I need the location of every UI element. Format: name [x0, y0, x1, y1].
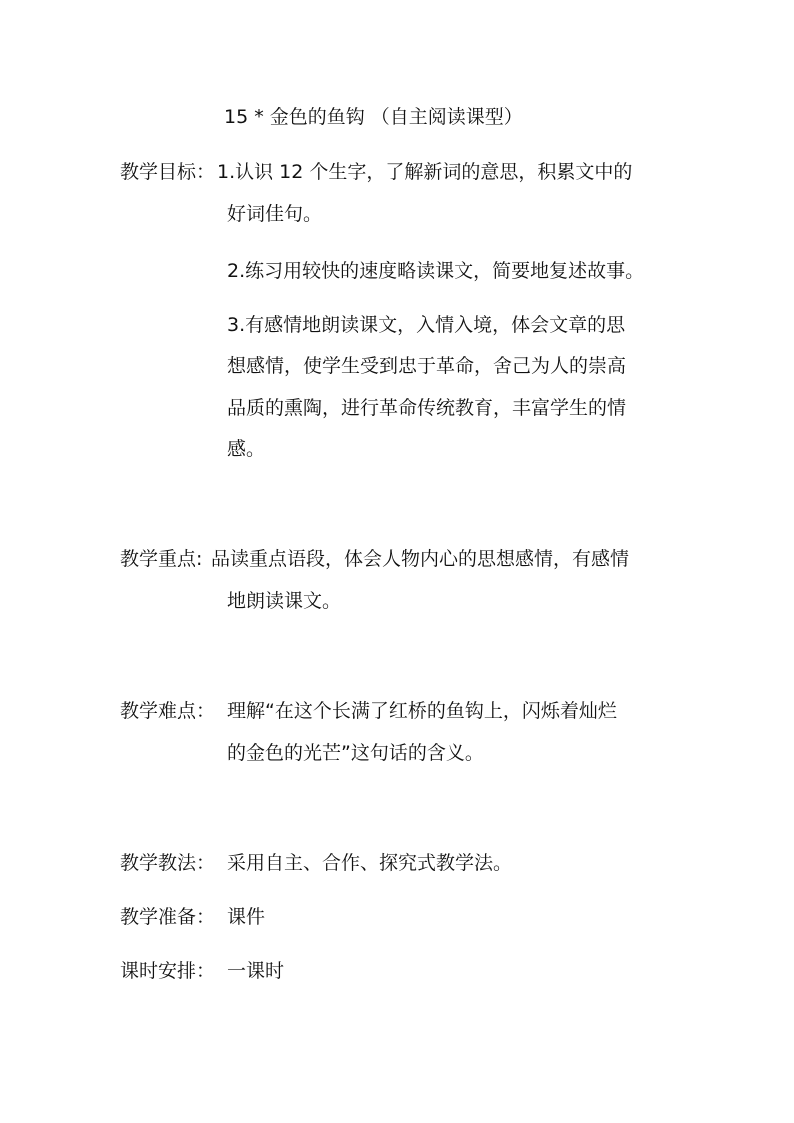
- preparation-label: 教学准备：: [120, 906, 216, 928]
- difficulties-label: 教学难点：: [120, 700, 216, 722]
- method-text: 采用自主、合作、探究式教学法。: [227, 852, 513, 874]
- preparation-text: 课件: [227, 906, 266, 928]
- objectives-label: 教学目标：: [120, 161, 216, 183]
- objective-3-line-1: 3.有感情地朗读课文，入情入境，体会文章的思: [227, 314, 626, 336]
- schedule-label: 课时安排：: [120, 960, 216, 982]
- objective-1-line-1: 1.认识 12 个生字，了解新词的意思，积累文中的: [217, 161, 633, 183]
- key-points-line-2: 地朗读课文。: [227, 590, 342, 612]
- objective-3-line-2: 想感情，使学生受到忠于革命，舍己为人的崇高: [227, 355, 627, 377]
- objective-3-line-3: 品质的熏陶，进行革命传统教育，丰富学生的情: [227, 397, 627, 419]
- lesson-title: 15 * 金色的鱼钩 （自主阅读课型）: [224, 106, 523, 128]
- schedule-text: 一课时: [227, 960, 285, 982]
- objective-1-line-2: 好词佳句。: [227, 203, 323, 225]
- difficulties-line-2: 的金色的光芒”这句话的含义。: [227, 742, 484, 764]
- key-points-label: 教学重点:: [120, 548, 203, 570]
- objective-3-line-4: 感。: [227, 438, 266, 460]
- objective-2-line-1: 2.练习用较快的速度略读课文，简要地复述故事。: [227, 260, 645, 282]
- key-points-line-1: 品读重点语段，体会人物内心的思想感情，有感情: [211, 548, 630, 570]
- method-label: 教学教法：: [120, 852, 216, 874]
- difficulties-line-1: 理解“在这个长满了红桥的鱼钩上，闪烁着灿烂: [227, 700, 617, 722]
